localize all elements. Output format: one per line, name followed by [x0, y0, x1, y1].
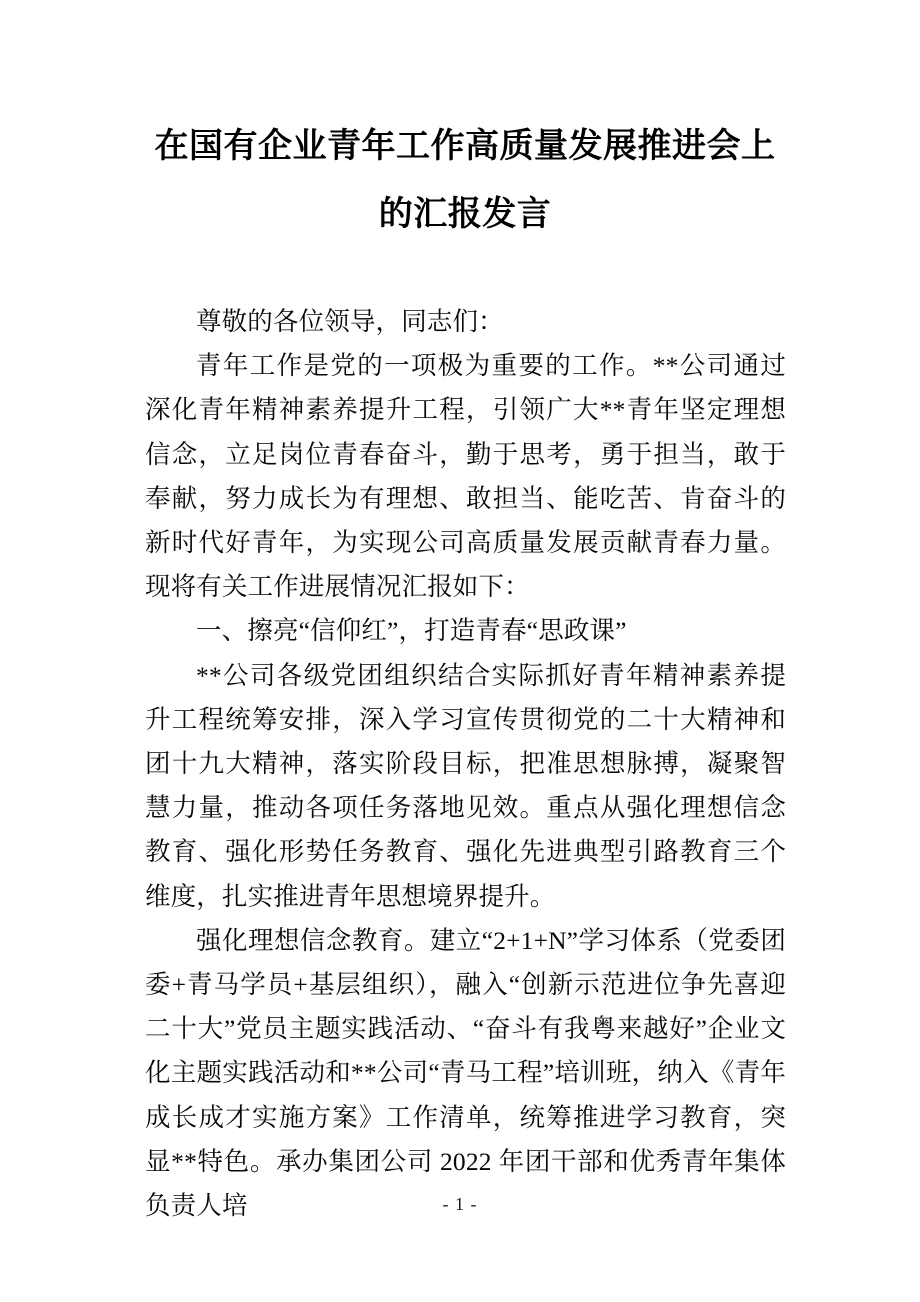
page-number-footer: [0, 1192, 920, 1216]
paragraph-salutation: 尊敬的各位领导，同志们：: [196, 307, 504, 336]
paragraph-section-1-body: **公司各级党团组织结合实际抓好青年精神素养提升工程统筹安排，深入学习宣传贯彻党的二十大精神和团十九大精神，落实阶段目标，把准思想脉搏，凝聚智慧力量，推动各项任务落地见效。重点从强化理想信念教育、强化形势任务教育、强化先进典型引路教育三个维度，扎实推进青年思想境界提升。: [145, 660, 786, 911]
document-body: [145, 300, 786, 1228]
page-title: [145, 112, 785, 248]
paragraph-subsection-1: 强化理想信念教育。建立“2+1+N”学习体系（党委团委+青马学员+基层组织），融入“创新示范进位争先喜迎二十大”党员主题实践活动、“奋斗有我粤来越好”企业文化主题实践活动和**公司“青马工程”培训班，纳入《青年成长成才实施方案》工作清单，统筹推进学习教育，突显**特色。承办集团公司 2022 年团干部和优秀青年集体负责人培: [145, 925, 786, 1221]
paragraph-section-heading-1: 一、擦亮“信仰红”，打造青春“思政课”: [196, 616, 627, 646]
title-line-1: 在国有企业青年工作高质量发展推进会上: [154, 127, 776, 165]
page-number: - 1 -: [442, 1194, 478, 1214]
paragraph-opening: 青年工作是党的一项极为重要的工作。**公司通过深化青年精神素养提升工程，引领广大**青年坚定理想信念，立足岗位青春奋斗，勤于思考，勇于担当，敢于奉献，努力成长为有理想、敢担当、能吃苦、肯奋斗的新时代好青年，为实现公司高质量发展贡献青春力量。现将有关工作进展情况汇报如下：: [145, 351, 786, 602]
title-line-2: 的汇报发言: [378, 195, 552, 233]
